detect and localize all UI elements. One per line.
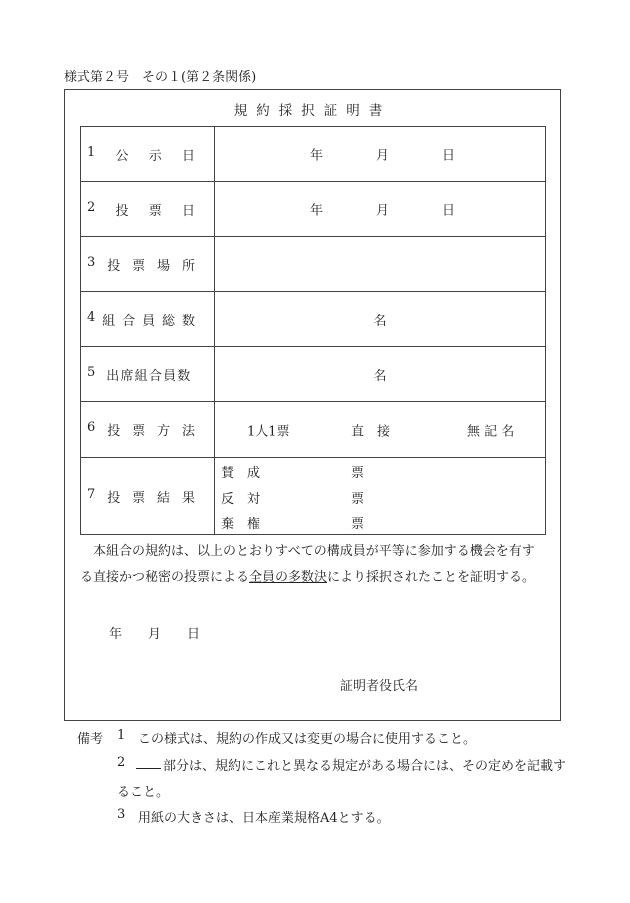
- month-unit: 月: [376, 148, 390, 164]
- form-number-label: 様式第２号 その１(第２条関係): [64, 70, 257, 85]
- label-announcement-date: 1 公 示 日: [87, 144, 195, 164]
- direct-vote: 直 接: [351, 424, 391, 439]
- row-attending-members: [81, 347, 546, 402]
- one-person-one-vote: 1人1票: [247, 424, 290, 439]
- abstain-label: 棄 権: [221, 517, 261, 532]
- document-title: 規約採択証明書: [233, 103, 392, 119]
- certifier-name-label: 証明者役氏名: [340, 679, 419, 694]
- approve-vote-unit: 票: [351, 466, 365, 481]
- month-unit: 月: [376, 203, 390, 219]
- voting-date-field[interactable]: [215, 182, 546, 237]
- sign-day-unit: 日: [187, 627, 201, 642]
- underlined-term-all-members: 全員の: [249, 570, 289, 585]
- remark-3-text: 用紙の大きさは、日本産業規格A4とする。: [138, 811, 390, 826]
- row-label: [81, 458, 215, 535]
- row-announcement-date: [81, 127, 546, 182]
- remark-2-text: 部分は、規約にこれと異なる規定がある場合には、その定めを記載す: [163, 759, 567, 774]
- underlined-term-majority: 多数決: [288, 570, 328, 585]
- remark-1-text: この様式は、規約の作成又は変更の場合に使用すること。: [138, 732, 477, 747]
- member-unit: 名: [373, 313, 387, 329]
- remarks-heading: 備考: [77, 732, 104, 747]
- row-label: [81, 292, 215, 347]
- row-label: [81, 237, 215, 292]
- member-unit: 名: [373, 368, 387, 384]
- voting-place-field[interactable]: [215, 237, 546, 292]
- sign-year-unit: 年: [109, 627, 123, 642]
- row-label: [81, 182, 215, 237]
- row-label: [81, 347, 215, 402]
- row-total-members: [81, 292, 546, 347]
- remark-2-number: 2: [117, 755, 126, 770]
- label-voting-place: 3 投 票 場 所: [87, 254, 195, 274]
- attending-members-field[interactable]: [215, 347, 546, 402]
- voting-results-field[interactable]: [215, 458, 546, 535]
- day-unit: 日: [442, 203, 456, 219]
- year-unit: 年: [310, 148, 324, 164]
- approve-label: 賛 成: [221, 466, 261, 481]
- remark-1-number: 1: [117, 728, 126, 743]
- label-voting-date: 2 投 票 日: [87, 199, 195, 219]
- certification-statement-line1: 本組合の規約は、以上のとおりすべての構成員が平等に参加する機会を有す: [93, 544, 535, 559]
- row-label: [81, 127, 215, 182]
- certificate-table: [80, 126, 546, 535]
- row-voting-method: [81, 402, 546, 458]
- remark-3-number: 3: [117, 807, 126, 822]
- label-voting-method: 6 投 票 方 法: [87, 420, 195, 439]
- announcement-date-field[interactable]: [215, 127, 546, 182]
- row-voting-results: [81, 458, 546, 535]
- oppose-label: 反 対: [221, 492, 261, 507]
- voting-method-field: [215, 402, 546, 458]
- row-label: [81, 402, 215, 458]
- day-unit: 日: [442, 148, 456, 164]
- label-attending-members: 5 出席組合員数: [87, 364, 192, 384]
- row-voting-date: [81, 182, 546, 237]
- anonymous-vote: 無 記 名: [467, 424, 515, 439]
- oppose-vote-unit: 票: [351, 492, 365, 507]
- label-voting-results: 7 投 票 結 果: [87, 486, 195, 506]
- remark-2-text-continued: ること。: [117, 785, 170, 800]
- remark-2-underline-sample: [136, 768, 161, 769]
- row-voting-place: [81, 237, 546, 292]
- year-unit: 年: [310, 203, 324, 219]
- label-total-members: 4 組 合 員 総 数: [87, 309, 195, 329]
- total-members-field[interactable]: [215, 292, 546, 347]
- abstain-vote-unit: 票: [351, 517, 365, 532]
- certification-statement-line2: る直接かつ秘密の投票による全員の多数決により採択されたことを証明する。: [80, 570, 536, 585]
- sign-month-unit: 月: [148, 627, 162, 642]
